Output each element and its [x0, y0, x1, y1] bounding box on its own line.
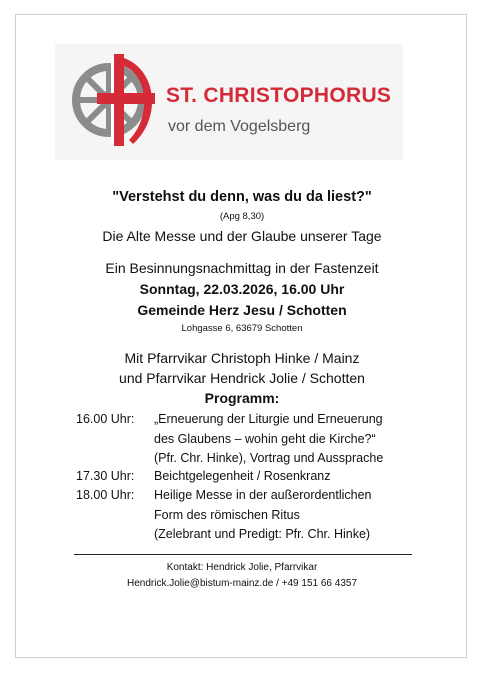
wheel-cross-icon — [67, 48, 167, 148]
bible-reference: (Apg 8,30) — [219, 211, 265, 222]
program-item — [76, 486, 371, 545]
headline-subtitle: Die Alte Messe und der Glaube unserer Tage — [102, 228, 382, 244]
logo-subtitle: vor dem Vogelsberg — [168, 118, 311, 135]
divider — [74, 554, 412, 555]
event-intro: Ein Besinnungsnachmittag in der Fastenzeit — [105, 260, 379, 276]
program-description — [154, 467, 331, 487]
program-line: (Zelebrant und Predigt: Pfr. Chr. Hinke) — [154, 527, 371, 541]
program-item — [76, 467, 331, 487]
logo-title: ST. CHRISTOPHORUS — [166, 84, 392, 107]
program-line: Form des römischen Ritus — [154, 507, 300, 522]
program-item — [76, 410, 383, 469]
parish-logo — [55, 44, 403, 160]
speakers-line-1: Mit Pfarrvikar Christoph Hinke / Mainz — [124, 350, 360, 366]
program-line: „Erneuerung der Liturgie und Erneuerung — [154, 412, 383, 426]
contact-details: Hendrick.Jolie@bistum-mainz.de / +49 151 66 4357 — [127, 578, 357, 589]
program-time: 17.30 Uhr: — [76, 469, 135, 483]
program-time: 16.00 Uhr: — [76, 412, 135, 426]
event-address: Lohgasse 6, 63679 Schotten — [181, 323, 303, 334]
contact-name: Kontakt: Hendrick Jolie, Pfarrvikar — [166, 562, 318, 573]
event-date: Sonntag, 22.03.2026, 16.00 Uhr — [139, 281, 345, 297]
program-line: Beichtgelegenheit / Rosenkranz — [154, 469, 331, 483]
headline-quote: "Verstehst du denn, was du da liest?" — [112, 189, 372, 205]
program-time: 18.00 Uhr: — [76, 488, 135, 502]
speakers-line-2: und Pfarrvikar Hendrick Jolie / Schotten — [119, 370, 365, 386]
program-line: Heilige Messe in der außerordentlichen — [154, 488, 372, 502]
event-venue: Gemeinde Herz Jesu / Schotten — [137, 302, 347, 318]
program-description — [154, 486, 371, 545]
program-heading: Programm: — [204, 390, 280, 406]
program-line: (Pfr. Chr. Hinke), Vortrag und Aussprache — [154, 451, 384, 465]
program-description — [154, 410, 383, 469]
program-line: des Glaubens – wohin geht die Kirche?“ — [154, 431, 376, 446]
